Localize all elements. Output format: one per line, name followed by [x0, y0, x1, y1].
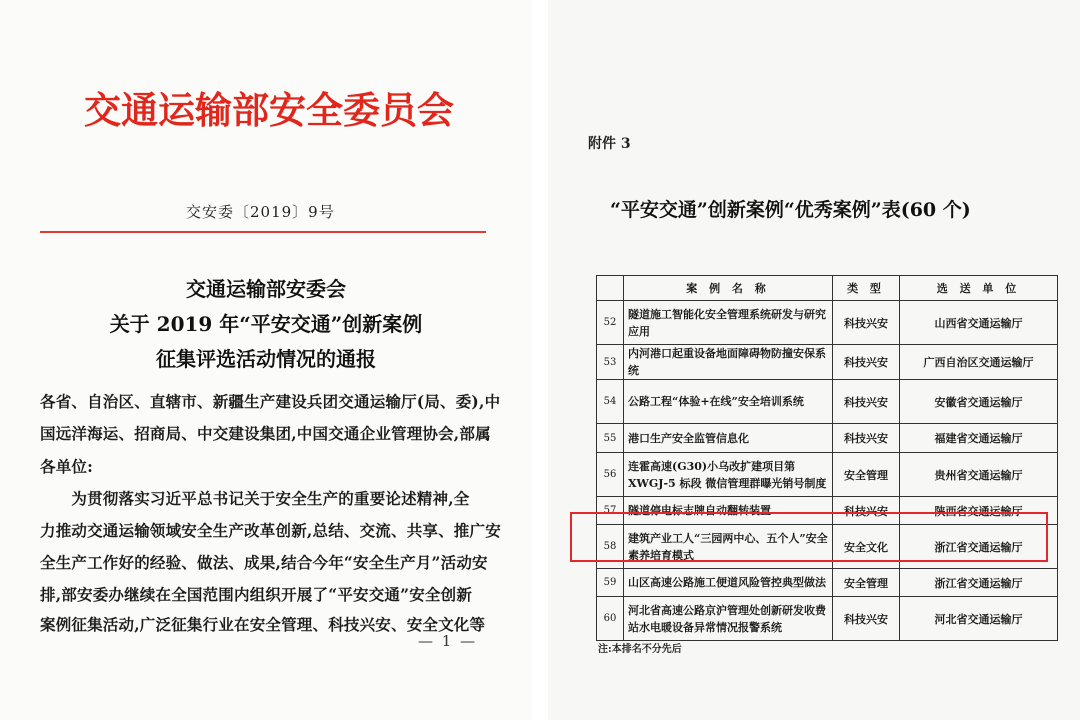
- row-number: 56: [597, 453, 624, 497]
- case-type: 科技兴安: [833, 424, 900, 453]
- submitting-unit: 陕西省交通运输厅: [900, 497, 1058, 525]
- case-type: 安全文化: [833, 525, 900, 569]
- submitting-unit: 安徽省交通运输厅: [900, 380, 1058, 424]
- table-row: [597, 424, 1058, 453]
- row-number: 54: [597, 380, 624, 424]
- case-name: 港口生产安全监管信息化: [624, 424, 833, 453]
- cases-table: [596, 275, 1058, 641]
- submitting-unit: 河北省交通运输厅: [900, 597, 1058, 641]
- notice-title-line-2: 关于 2019 年“平安交通”创新案例: [109, 312, 423, 336]
- table-row: [597, 569, 1058, 597]
- table-row: [597, 301, 1058, 345]
- case-type: 安全管理: [833, 569, 900, 597]
- case-name: 建筑产业工人“三园两中心、五个人”安全素养培育模式: [624, 525, 833, 569]
- left-document-page: [0, 0, 532, 720]
- case-name: 公路工程“体验+在线”安全培训系统: [624, 380, 833, 424]
- table-row: [597, 597, 1058, 641]
- submitting-unit: 福建省交通运输厅: [900, 424, 1058, 453]
- body-line: 案例征集活动,广泛征集行业在安全管理、科技兴安、安全文化等: [40, 615, 486, 634]
- letterhead: 交通运输部安全委员会: [84, 88, 454, 132]
- body-line: 为贯彻落实习近平总书记关于安全生产的重要论述精神,全: [40, 489, 470, 508]
- case-type: 科技兴安: [833, 497, 900, 525]
- table-row: [597, 380, 1058, 424]
- header-unit: 选 送 单 位: [900, 276, 1058, 301]
- red-divider-line: [40, 231, 486, 233]
- body-line: 各省、自治区、直辖市、新疆生产建设兵团交通运输厅(局、委),中: [40, 392, 501, 411]
- case-type: 安全管理: [833, 453, 900, 497]
- notice-title-line-3: 征集评选活动情况的通报: [156, 347, 376, 371]
- highlight-box: [570, 512, 1048, 562]
- row-number: 55: [597, 424, 624, 453]
- page-number: — 1 —: [418, 632, 478, 650]
- submitting-unit: 浙江省交通运输厅: [900, 569, 1058, 597]
- row-number: 58: [597, 525, 624, 569]
- notice-title-line-1: 交通运输部安委会: [186, 277, 346, 301]
- case-name: 山区高速公路施工便道风险管控典型做法: [624, 569, 833, 597]
- submitting-unit: 山西省交通运输厅: [900, 301, 1058, 345]
- document-number: 交安委〔2019〕9号: [186, 203, 335, 221]
- case-name: 隧道停电标志牌自动翻转装置: [624, 497, 833, 525]
- row-number: 52: [597, 301, 624, 345]
- body-line: 国远洋海运、招商局、中交建设集团,中国交通企业管理协会,部属: [40, 424, 491, 443]
- header-case-name: 案 例 名 称: [624, 276, 833, 301]
- row-number: 59: [597, 569, 624, 597]
- case-name: 内河港口起重设备地面障碍物防撞安保系统: [624, 345, 833, 380]
- body-line: 排,部安委办继续在全国范围内组织开展了“平安交通”安全创新: [40, 585, 473, 604]
- submitting-unit: 浙江省交通运输厅: [900, 525, 1058, 569]
- case-type: 科技兴安: [833, 597, 900, 641]
- row-number: 53: [597, 345, 624, 380]
- table-row: [597, 345, 1058, 380]
- attachment-label: 附件 3: [588, 136, 631, 152]
- row-number: 60: [597, 597, 624, 641]
- case-type: 科技兴安: [833, 301, 900, 345]
- table-title: “平安交通”创新案例“优秀案例”表(60 个): [610, 199, 971, 221]
- header-type: 类 型: [833, 276, 900, 301]
- case-type: 科技兴安: [833, 380, 900, 424]
- header-number: [597, 276, 624, 301]
- case-name: 连霍高速(G30)小乌改扩建项目第 XWGJ-5 标段 微信管理群曝光销号制度: [624, 453, 833, 497]
- case-name: 河北省高速公路京沪管理处创新研发收费站水电暖设备异常情况报警系统: [624, 597, 833, 641]
- table-note: 注:本排名不分先后: [598, 644, 682, 655]
- table-header-row: [597, 276, 1058, 301]
- body-line: 力推动交通运输领域安全生产改革创新,总结、交流、共享、推广安: [40, 521, 501, 540]
- case-name: 隧道施工智能化安全管理系统研发与研究应用: [624, 301, 833, 345]
- right-document-page: [548, 0, 1080, 720]
- table-row: [597, 453, 1058, 497]
- submitting-unit: 广西自治区交通运输厅: [900, 345, 1058, 380]
- case-type: 科技兴安: [833, 345, 900, 380]
- body-line: 各单位:: [40, 457, 94, 476]
- row-number: 57: [597, 497, 624, 525]
- body-line: 全生产工作好的经验、做法、成果,结合今年“安全生产月”活动安: [40, 553, 488, 572]
- submitting-unit: 贵州省交通运输厅: [900, 453, 1058, 497]
